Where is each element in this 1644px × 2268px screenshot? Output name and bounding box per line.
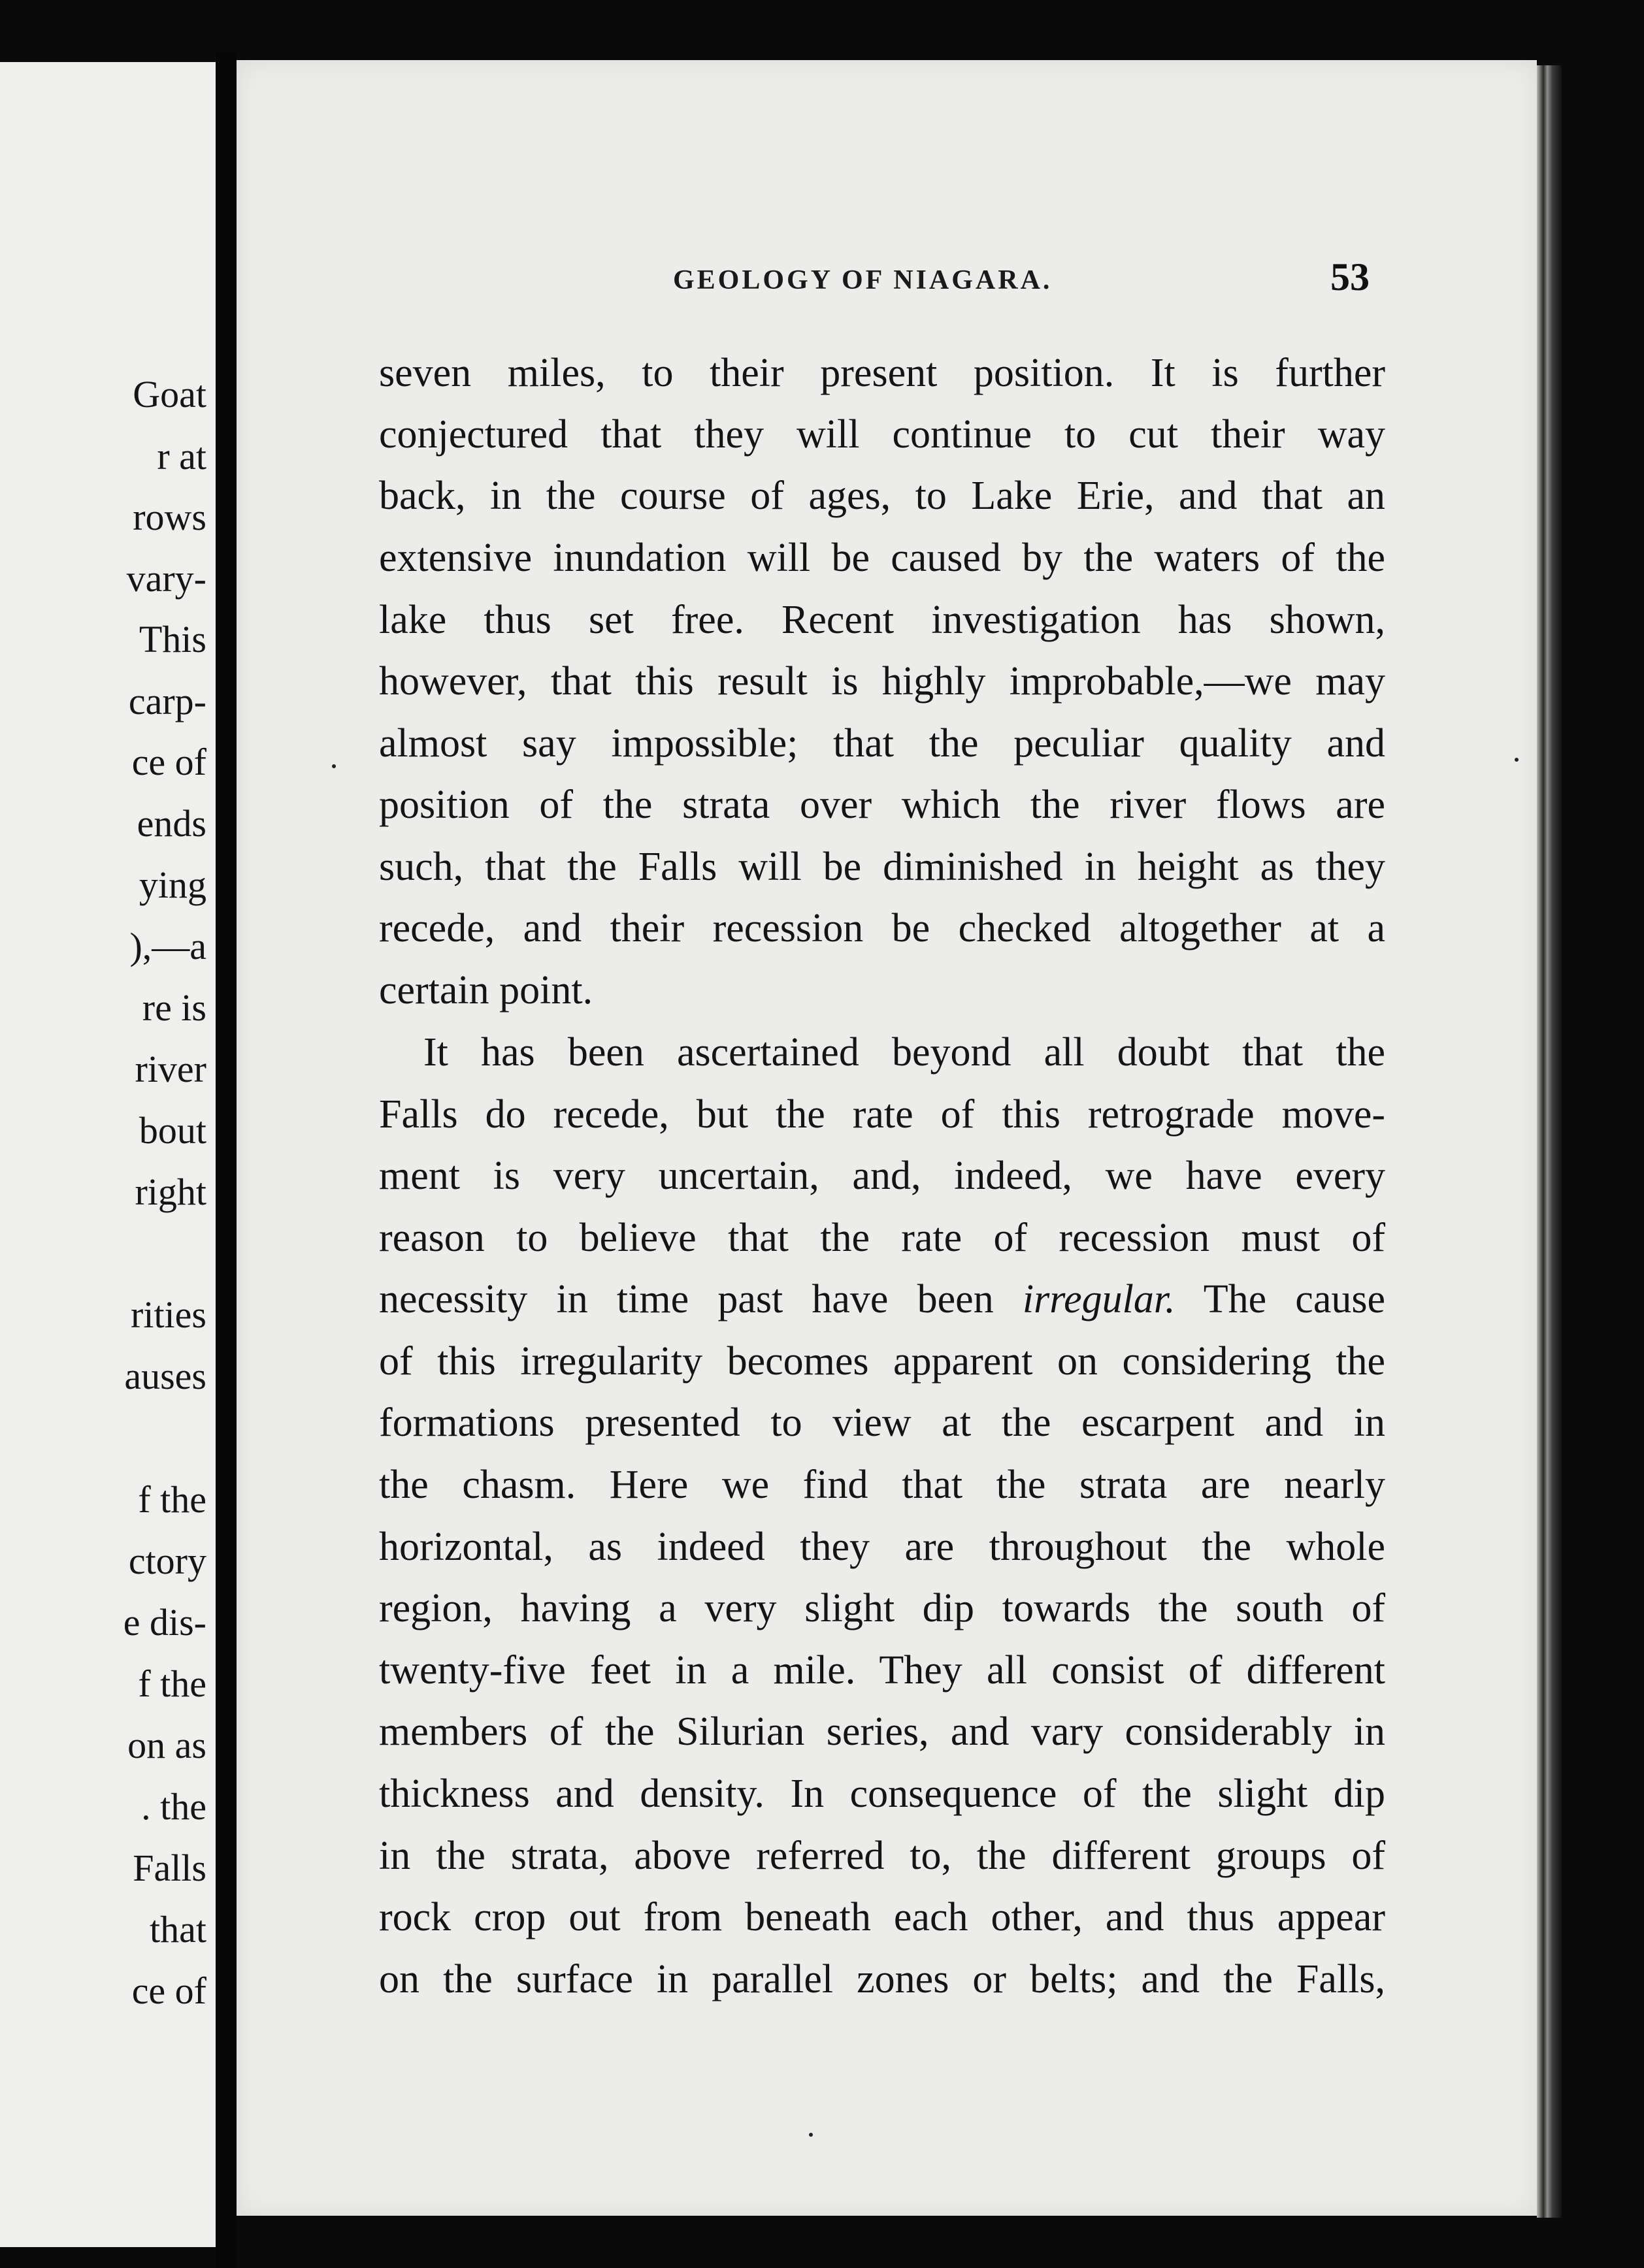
body-line: conjectured that they will continue to cut their way xyxy=(379,412,1385,457)
left-page-line: ce of xyxy=(131,741,206,783)
left-page-line: vary- xyxy=(126,557,206,600)
left-page-line: ctory xyxy=(128,1540,206,1582)
left-page-line: r at xyxy=(157,435,206,478)
body-text: necessity in time past have been xyxy=(379,1277,994,1321)
body-line: of this irregularity becomes apparent on considering the xyxy=(379,1339,1385,1384)
body-line: almost say impossible; that the peculiar quality and xyxy=(379,721,1385,766)
paper-speck xyxy=(332,764,336,768)
left-page-line: bout xyxy=(139,1109,206,1152)
running-head: GEOLOGY OF NIAGARA. xyxy=(673,265,1053,295)
body-line: members of the Silurian series, and vary considerably in xyxy=(379,1709,1385,1754)
body-line: certain point. xyxy=(379,968,593,1012)
left-page-line: ends xyxy=(137,802,206,845)
page-edge xyxy=(1537,65,1562,2218)
page-number: 53 xyxy=(1330,255,1370,299)
left-page-line: f the xyxy=(138,1478,206,1521)
left-page-line: re is xyxy=(142,986,206,1029)
body-line: such, that the Falls will be diminished in height as they xyxy=(379,845,1385,889)
body-line: in the strata, above referred to, the different groups of xyxy=(379,1834,1385,1878)
left-page-line: river xyxy=(135,1048,206,1090)
body-line: extensive inundation will be caused by the waters of the xyxy=(379,536,1385,580)
body-line: rock crop out from beneath each other, and thus appear xyxy=(379,1895,1385,1939)
left-page-line: f the xyxy=(138,1662,206,1705)
left-page-line: ying xyxy=(139,864,206,906)
body-line: Falls do recede, but the rate of this retrograde move- xyxy=(379,1092,1385,1137)
body-text: The cause xyxy=(1203,1277,1385,1321)
body-line: back, in the course of ages, to Lake Erie, and that an xyxy=(379,474,1385,518)
left-page-line: that xyxy=(150,1908,206,1951)
left-page-line: ),—a xyxy=(129,925,206,967)
body-line: lake thus set free. Recent investigation has shown, xyxy=(379,598,1385,642)
paper-speck xyxy=(1515,758,1519,762)
body-line: formations presented to view at the escarpent and in xyxy=(379,1401,1385,1445)
paper-speck xyxy=(809,2133,813,2137)
body-line: position of the strata over which the river flows are xyxy=(379,783,1385,827)
body-line: recede, and their recession be checked altogether at a xyxy=(379,906,1385,950)
body-line: however, that this result is highly improbable,—we may xyxy=(379,659,1385,704)
body-line: thickness and density. In consequence of the slight dip xyxy=(379,1772,1385,1816)
body-line xyxy=(379,1279,1385,1320)
body-line: region, having a very slight dip towards the south of xyxy=(379,1586,1385,1630)
body-line: on the surface in parallel zones or belts; and the Falls, xyxy=(379,1957,1385,2001)
left-page-line: auses xyxy=(124,1355,206,1397)
left-page-line: . the xyxy=(141,1785,206,1828)
left-page-line: rows xyxy=(133,496,206,538)
body-line: ment is very uncertain, and, indeed, we have every xyxy=(379,1154,1385,1198)
body-line: horizontal, as indeed they are throughout the whole xyxy=(379,1525,1385,1569)
left-page-line: Goat xyxy=(133,373,206,415)
left-page-line: on as xyxy=(127,1724,206,1766)
left-page-line: e dis- xyxy=(123,1601,206,1644)
left-facing-page xyxy=(0,62,216,2247)
left-page-line: rities xyxy=(131,1293,206,1336)
left-page-line: This xyxy=(139,618,206,660)
body-line: the chasm. Here we find that the strata are nearly xyxy=(379,1463,1385,1507)
body-line: twenty-five feet in a mile. They all consist of different xyxy=(379,1648,1385,1693)
left-page-line: ce of xyxy=(131,1969,206,2012)
paragraph-first-line: It has been ascertained beyond all doubt that the xyxy=(423,1030,1385,1075)
left-page-line: right xyxy=(135,1171,206,1213)
left-page-line: carp- xyxy=(128,680,206,722)
page-gutter xyxy=(216,52,237,2268)
left-page-line: Falls xyxy=(133,1847,206,1889)
body-line: seven miles, to their present position. It is further xyxy=(379,351,1385,395)
italic-word: irregular. xyxy=(1022,1277,1175,1321)
body-line: reason to believe that the rate of recession must of xyxy=(379,1216,1385,1260)
